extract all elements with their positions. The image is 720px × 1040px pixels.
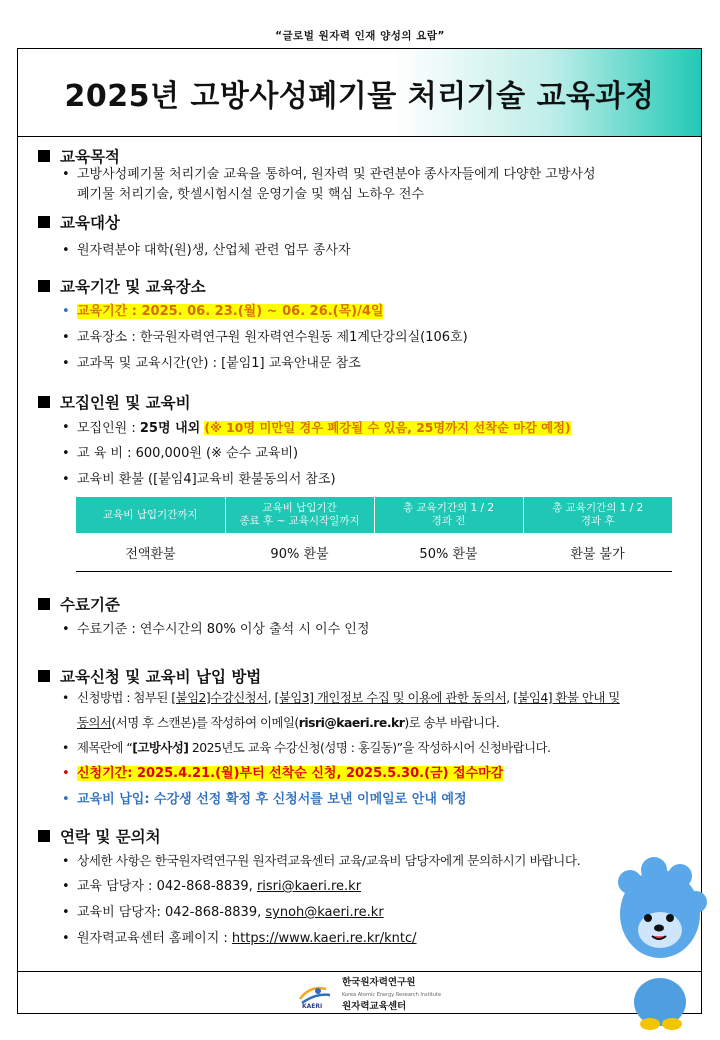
bullet-icon: •: [62, 879, 70, 894]
center-name: 원자력교육센터: [342, 1001, 407, 1012]
list-item: [62, 929, 672, 949]
text: 교과목 및 교육시간(안) : [붙임1] 교육안내문 참조: [77, 356, 361, 371]
list-item: [62, 328, 672, 348]
slogan: “글로벌 원자력 인재 양성의 요람”: [275, 30, 445, 42]
attachment-link[interactable]: [붙임3] 개인정보 수집 및 이용에 관한 동의서: [274, 690, 507, 705]
list-item: [62, 903, 672, 923]
count-value: 25명 내외: [139, 421, 201, 436]
attachment-link[interactable]: [붙임4] 환불 안내 및: [513, 690, 620, 705]
list-item: [62, 165, 672, 205]
table-cell: 50% 환불: [374, 533, 523, 572]
text: (서명 후 스캔본)를 작성하여 이메일(: [111, 715, 299, 730]
text: 고방사성폐기물 처리기술 교육을 통하여, 원자력 및 관련분야 종사자들에게 다양한 고방사성: [77, 167, 596, 182]
bullet-icon: •: [62, 931, 70, 946]
text: )로 송부 바랍니다.: [404, 715, 500, 730]
table-header: 총 교육기간의 1 / 2 경과 후: [523, 497, 672, 533]
table-header: 총 교육기간의 1 / 2 경과 전: [374, 497, 523, 533]
text: 교육비 담당자: 042-868-8839,: [77, 905, 266, 920]
text: 원자력분야 대학(원)생, 산업체 관련 업무 종사자: [77, 243, 351, 258]
section-heading: [38, 145, 120, 167]
page-title: 2025년 고방사성폐기물 처리기술 교육과정: [64, 78, 655, 114]
table-header: 교육비 납입기간 종료 후 ~ 교육시작일까지: [225, 497, 374, 533]
org-name: 한국원자력연구원: [342, 977, 416, 988]
bullet-icon: •: [62, 690, 69, 705]
list-item: [62, 470, 672, 490]
bullet-icon: •: [62, 792, 70, 807]
bullet-icon: •: [62, 243, 70, 258]
text: 2025년도 교육 수강신청(성명 : 홍길동)”을 작성하시어 신청바랍니다.: [188, 740, 551, 755]
list-item: [62, 764, 672, 784]
heading-text: 교육대상: [60, 214, 120, 232]
title-banner: [18, 49, 701, 137]
section-target: [38, 211, 120, 233]
email-link[interactable]: synoh@kaeri.re.kr: [265, 905, 384, 920]
bullet-icon: •: [62, 167, 70, 182]
table-header: 교육비 납입기간까지: [76, 497, 225, 533]
mascot-illustration: [610, 852, 710, 1032]
section-heading: [38, 825, 161, 847]
square-bullet-icon: [38, 396, 50, 408]
kaeri-logo: [296, 977, 441, 1013]
bullet-icon: •: [62, 740, 69, 755]
square-bullet-icon: [38, 830, 50, 842]
list-item: [62, 418, 672, 439]
text: 원자력교육센터 홈페이지 :: [77, 931, 232, 946]
heading-text: 교육목적: [60, 148, 120, 166]
section-contact: [38, 825, 161, 847]
section-heading: [38, 665, 261, 687]
footer-divider: [18, 971, 701, 972]
table-row: [76, 533, 672, 572]
square-bullet-icon: [38, 280, 50, 292]
table-cell: 전액환불: [76, 533, 225, 572]
text: 제목란에 “: [77, 740, 133, 755]
email-link[interactable]: risri@kaeri.re.kr: [298, 715, 405, 730]
section-period: [38, 275, 206, 297]
bullet-icon: •: [62, 905, 70, 920]
email-link[interactable]: risri@kaeri.re.kr: [256, 879, 362, 894]
text: 상세한 사항은 한국원자력연구원 원자력교육센터 교육/교육비 담당자에게 문의하시기 바랍니다.: [77, 853, 581, 868]
logo-text: KAERI: [302, 1003, 323, 1009]
table-cell: 90% 환불: [225, 533, 374, 572]
bullet-icon: •: [62, 446, 70, 461]
heading-text: 교육신청 및 교육비 납입 방법: [60, 668, 262, 686]
homepage-link[interactable]: https://www.kaeri.re.kr/kntc/: [231, 931, 417, 946]
list-item: [62, 241, 672, 261]
heading-text: 교육기간 및 교육장소: [60, 278, 206, 296]
bullet-icon: •: [62, 330, 70, 345]
list-item: [62, 620, 672, 640]
heading-text: 모집인원 및 교육비: [60, 394, 191, 412]
logo-label: [342, 977, 441, 1013]
square-bullet-icon: [38, 670, 50, 682]
section-heading: [38, 593, 120, 615]
list-item: [62, 877, 672, 897]
attachment-link[interactable]: 동의서: [77, 715, 112, 730]
square-bullet-icon: [38, 216, 50, 228]
bullet-icon: •: [62, 472, 70, 487]
period-text: 교육기간 : 2025. 06. 23.(월) ~ 06. 26.(목)/4일: [77, 304, 384, 319]
text: 모집인원 :: [77, 421, 140, 436]
section-completion: [38, 593, 120, 615]
square-bullet-icon: [38, 150, 50, 162]
subject-prefix: [고방사성]: [132, 740, 189, 755]
heading-text: 연락 및 문의처: [60, 828, 161, 846]
bullet-icon: •: [62, 766, 70, 781]
text: ,: [506, 690, 514, 705]
kaeri-logo-icon: [296, 981, 336, 1009]
list-item: [62, 302, 672, 322]
list-item: [62, 685, 672, 735]
org-name-en: Korea Atomic Energy Research Institute: [342, 992, 442, 998]
text: 수료기준 : 연수시간의 80% 이상 출석 시 이수 인정: [77, 622, 370, 637]
list-item: [62, 790, 672, 810]
list-item: [62, 354, 672, 374]
section-purpose: [38, 145, 120, 167]
text: 교육 담당자 : 042-868-8839,: [77, 879, 257, 894]
deadline-text: 신청기간: 2025.4.21.(월)부터 선착순 신청, 2025.5.30.(금) 접수마감: [77, 766, 504, 781]
bullet-icon: •: [62, 853, 70, 868]
section-heading: [38, 275, 206, 297]
square-bullet-icon: [38, 598, 50, 610]
bullet-icon: •: [62, 304, 70, 319]
text: 교육장소 : 한국원자력연구원 원자력연수원동 제1계단강의실(106호): [77, 330, 468, 345]
bullet-icon: •: [62, 622, 70, 637]
heading-text: 수료기준: [60, 596, 120, 614]
refund-table: [76, 497, 672, 572]
document-frame: [17, 48, 702, 1014]
bullet-icon: •: [62, 356, 70, 371]
attachment-link[interactable]: [붙임2]수강신청서: [171, 690, 268, 705]
list-item: [62, 738, 672, 758]
bullet-icon: •: [62, 420, 70, 435]
section-recruit: [38, 391, 191, 413]
section-apply: [38, 665, 261, 687]
section-heading: [38, 211, 120, 233]
list-item: [62, 851, 672, 871]
text: ,: [267, 690, 275, 705]
text: 폐기물 처리기술, 핫셀시험시설 운영기술 및 핵심 노하우 전수: [77, 187, 425, 202]
payment-text: 교육비 납입: 수강생 선정 확정 후 신청서를 보낸 이메일로 안내 예정: [77, 792, 467, 807]
table-cell: 환불 불가: [523, 533, 672, 572]
section-heading: [38, 391, 191, 413]
count-note: (※ 10명 미만일 경우 폐강될 수 있음, 25명까지 선착순 마감 예정): [204, 421, 571, 435]
text: 교육비 환불 ([붙임4]교육비 환불동의서 참조): [77, 472, 336, 487]
text: 교 육 비 : 600,000원 (※ 순수 교육비): [77, 446, 299, 461]
text: 신청방법 : 첨부된: [77, 690, 172, 705]
list-item: [62, 444, 672, 464]
table-header-row: [76, 497, 672, 533]
